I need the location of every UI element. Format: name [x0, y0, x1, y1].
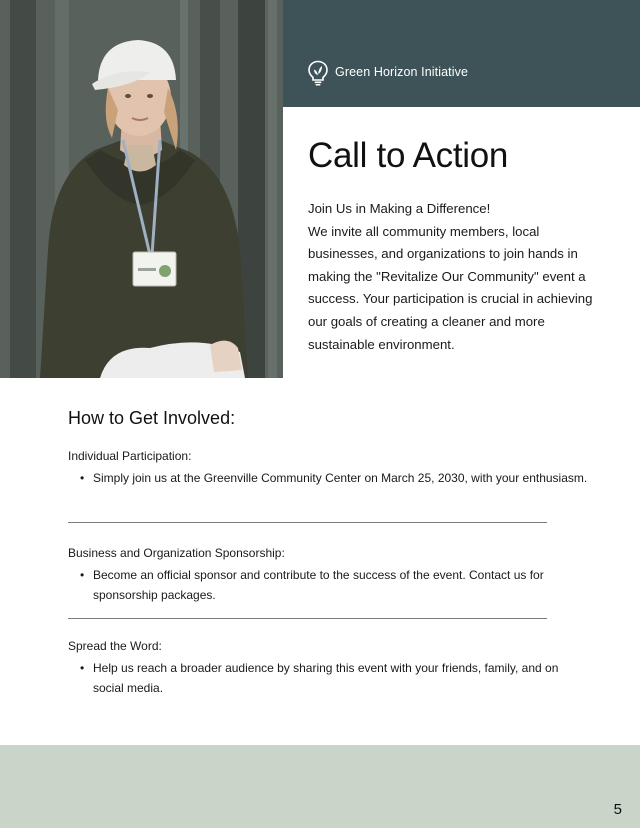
bullet-icon: • [80, 568, 85, 582]
page-title: Call to Action [308, 136, 509, 175]
intro-text [308, 198, 608, 356]
list-item [68, 468, 588, 488]
list-item [68, 658, 588, 698]
involved-heading: How to Get Involved: [68, 408, 236, 428]
list-item-text: Help us reach a broader audience by sharing this event with your friends, family, and on social media. [93, 661, 559, 695]
brand-header-bar [283, 0, 640, 107]
group-label: Individual Participation: [68, 449, 192, 463]
involvement-group-individual [68, 447, 588, 488]
list-item-text: Simply join us at the Greenville Community Center on March 25, 2030, with your enthusiasm. [93, 471, 588, 485]
group-list [68, 565, 588, 605]
involvement-group-spread-word [68, 637, 588, 698]
involvement-group-sponsorship [68, 544, 588, 605]
bullet-icon: • [80, 661, 85, 675]
brand-name: Green Horizon Initiative [335, 65, 469, 79]
group-list [68, 468, 588, 488]
group-label: Business and Organization Sponsorship: [68, 546, 285, 560]
bullet-icon: • [80, 471, 85, 485]
list-item-text: Become an official sponsor and contribute to the success of the event. Contact us for sponsorship packages. [93, 568, 544, 602]
divider [68, 618, 547, 619]
group-label: Spread the Word: [68, 639, 162, 653]
hero-photo [0, 0, 283, 378]
list-item [68, 565, 588, 605]
intro-headline: Join Us in Making a Difference! [308, 201, 491, 216]
page-number: 5 [613, 801, 622, 818]
footer-band [0, 745, 640, 828]
intro-body: We invite all community members, local businesses, and organizations to join hands in making the "Revitalize Our Community" event a success. Your participation is crucial in achieving our goals of creating a cleaner and more sustainable environment. [308, 223, 593, 352]
lightbulb-leaf-icon [307, 60, 329, 86]
divider [68, 522, 547, 523]
group-list [68, 658, 588, 698]
volunteer-illustration [0, 0, 283, 378]
